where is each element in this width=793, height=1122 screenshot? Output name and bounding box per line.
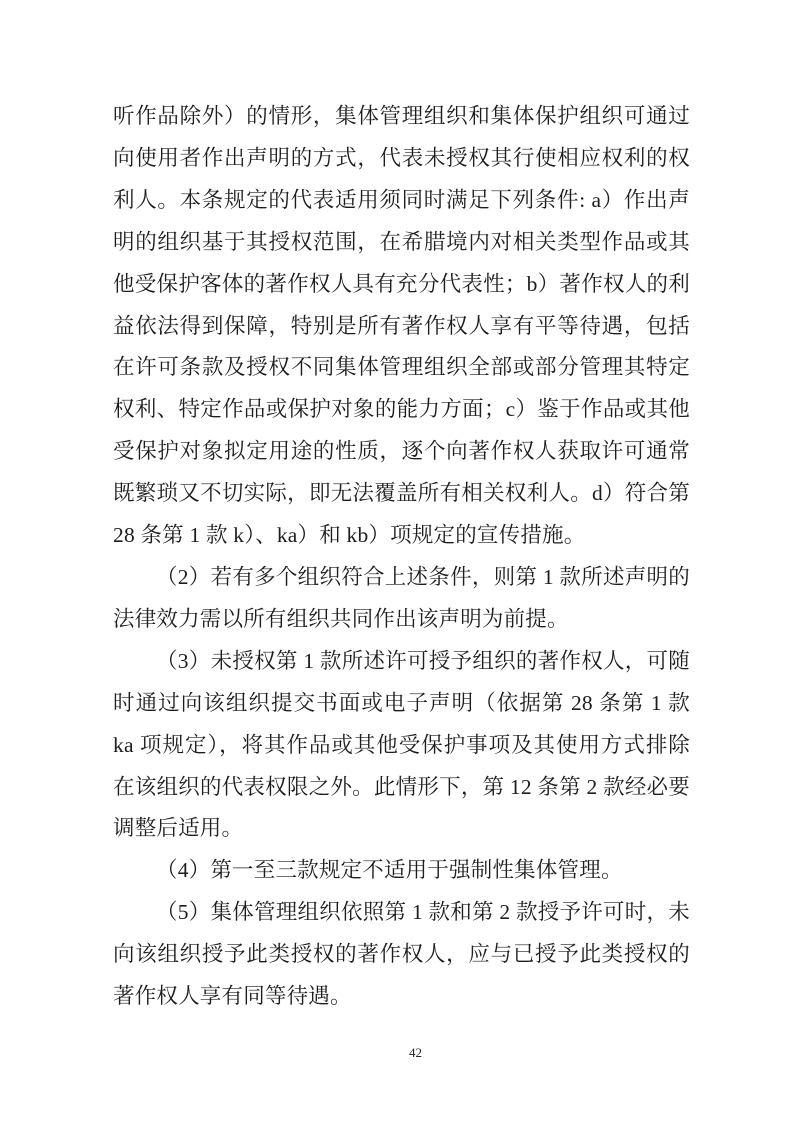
paragraph: （3）未授权第 1 款所述许可授予组织的著作权人，可随时通过向该组织提交书面或电子声明（依据第 28 条第 1 款 ka 项规定），将其作品或其他受保护事项及其使用方式排除在该组织的代表权限之外。此情形下，第 12 条第 2 款经必要调整后适用。 bbox=[113, 648, 690, 841]
paragraph: （4）第一至三款规定不适用于强制性集体管理。 bbox=[156, 858, 623, 883]
page-number: 42 bbox=[409, 1045, 422, 1060]
paragraph: （5）集体管理组织依照第 1 款和第 2 款授予许可时，未向该组织授予此类授权的著作权人，应与已授予此类授权的著作权人享有同等待遇。 bbox=[113, 900, 690, 1009]
page-footer bbox=[19, 1044, 793, 1062]
paragraph: （2）若有多个组织符合上述条件，则第 1 款所述声明的法律效力需以所有组织共同作出该声明为前提。 bbox=[113, 564, 690, 631]
paragraph: 听作品除外）的情形，集体管理组织和集体保护组织可通过向使用者作出声明的方式，代表未授权其行使相应权利的权利人。本条规定的代表适用须同时满足下列条件: a）作出声明的组织基于其授权范围，在希腊境内对相关类型作品或其他受保护客体的著作权人具有充分代表性；b）著作权人的利益依法得到保障，特别是所有著作权人享有平等待遇，包括在许可条款及授权不同集体管理组织全部或部分管理其特定权利、特定作品或保护对象的能力方面；c）鉴于作品或其他受保护对象拟定用途的性质，逐个向著作权人获取许可通常既繁琐又不切实际，即无法覆盖所有相关权利人。d）符合第 28 条第 1 款 k）、ka）和 kb）项规定的宣传措施。 bbox=[113, 104, 690, 548]
document-body bbox=[113, 96, 690, 1018]
